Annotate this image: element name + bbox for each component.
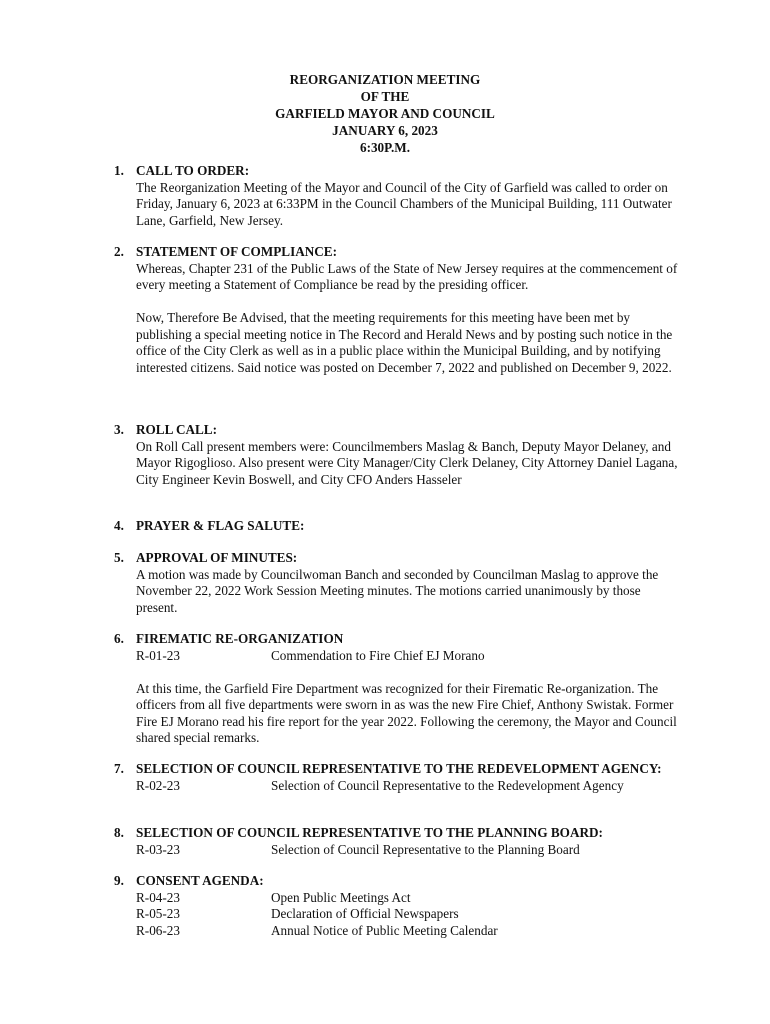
header-line-3: GARFIELD MAYOR AND COUNCIL xyxy=(275,106,495,121)
section-approval-of-minutes xyxy=(114,550,684,616)
section-paragraph: On Roll Call present members were: Councilmembers Maslag & Banch, Deputy Mayor Delaney, and Mayor Rigoglioso. Also present were City Manager/City Clerk Delaney, City Attorney Daniel Lagana, City Engineer Kevin Boswell, and City CFO Anders Hasseler xyxy=(136,438,678,487)
section-number: 8. xyxy=(114,825,124,840)
resolution-id: R-03-23 xyxy=(136,841,180,857)
section-paragraph: Now, Therefore Be Advised, that the meeting requirements for this meeting have been met by publishing a special meeting notice in The Record and Herald News and by posting such notice in the office of the City Clerk as well as in a public place within the Municipal Building, and by notifying interested citizens. Said notice was posted on December 7, 2022 and published on December 9, 2022. xyxy=(136,310,673,375)
section-consent-agenda xyxy=(114,873,684,939)
section-title: CONSENT AGENDA: xyxy=(136,873,264,888)
section-roll-call xyxy=(114,422,684,488)
section-number: 9. xyxy=(114,873,124,888)
resolution-row xyxy=(136,923,684,940)
header-line-1: REORGANIZATION MEETING xyxy=(289,72,481,87)
section-title: FIREMATIC RE-ORGANIZATION xyxy=(136,631,344,646)
section-title: SELECTION OF COUNCIL REPRESENTATIVE TO THE PLANNING BOARD: xyxy=(136,825,603,840)
header-line-5: 6:30P.M. xyxy=(359,140,411,155)
section-title: SELECTION OF COUNCIL REPRESENTATIVE TO THE REDEVELOPMENT AGENCY: xyxy=(136,761,662,776)
resolution-row xyxy=(136,906,684,923)
meeting-header xyxy=(0,71,770,156)
resolution-id: R-05-23 xyxy=(136,906,180,921)
header-line-2: OF THE xyxy=(360,89,410,104)
section-title: CALL TO ORDER: xyxy=(136,163,250,178)
section-paragraph: The Reorganization Meeting of the Mayor and Council of the City of Garfield was called to order on Friday, January 6, 2023 at 6:33PM in the Council Chambers of the Municipal Building, 111 Outwater Lane, Garfield, New Jersey. xyxy=(136,179,672,228)
section-number: 7. xyxy=(114,761,124,776)
resolution-row xyxy=(136,648,684,665)
resolution-id: R-06-23 xyxy=(136,922,180,938)
section-number: 6. xyxy=(114,631,124,646)
section-paragraph: At this time, the Garfield Fire Department was recognized for their Firematic Re-organization. The officers from all five departments were sworn in as was the new Fire Chief, Anthony Swistak. Former Fire EJ Morano read his fire report for the year 2022. Following the ceremony, the Mayor and Council shared special remarks. xyxy=(136,680,677,745)
resolution-row xyxy=(136,890,684,907)
section-number: 5. xyxy=(114,550,124,565)
section-firematic-reorganization xyxy=(114,631,684,747)
resolution-description: Commendation to Fire Chief EJ Morano xyxy=(271,647,485,663)
section-title: PRAYER & FLAG SALUTE: xyxy=(136,518,305,533)
section-paragraph: Whereas, Chapter 231 of the Public Laws of the State of New Jersey requires at the commencement of every meeting a Statement of Compliance be read by the presiding officer. xyxy=(136,260,678,292)
resolution-description: Open Public Meetings Act xyxy=(271,889,411,905)
section-prayer-flag-salute xyxy=(114,518,684,535)
resolution-id: R-01-23 xyxy=(136,647,180,663)
resolution-description: Declaration of Official Newspapers xyxy=(271,906,459,921)
section-title: ROLL CALL: xyxy=(136,422,217,437)
resolution-id: R-04-23 xyxy=(136,889,180,905)
section-redevelopment-agency xyxy=(114,761,684,794)
resolution-description: Selection of Council Representative to the Planning Board xyxy=(271,841,580,857)
section-statement-of-compliance xyxy=(114,244,684,376)
resolution-description: Selection of Council Representative to the Redevelopment Agency xyxy=(271,777,624,793)
section-planning-board xyxy=(114,825,694,858)
section-paragraph: A motion was made by Councilwoman Banch and seconded by Councilman Maslag to approve the November 22, 2022 Work Session Meeting minutes. The motions carried unanimously by those present. xyxy=(136,566,659,615)
section-number: 3. xyxy=(114,422,124,437)
resolution-row xyxy=(136,778,684,795)
header-line-4: JANUARY 6, 2023 xyxy=(332,123,438,138)
resolution-description: Annual Notice of Public Meeting Calendar xyxy=(271,922,498,938)
section-number: 1. xyxy=(114,163,124,178)
section-number: 2. xyxy=(114,244,124,259)
section-number: 4. xyxy=(114,518,124,533)
section-title: APPROVAL OF MINUTES: xyxy=(136,550,298,565)
resolution-id: R-02-23 xyxy=(136,777,180,793)
section-call-to-order xyxy=(114,163,684,229)
section-title: STATEMENT OF COMPLIANCE: xyxy=(136,244,337,259)
resolution-row xyxy=(136,842,694,859)
